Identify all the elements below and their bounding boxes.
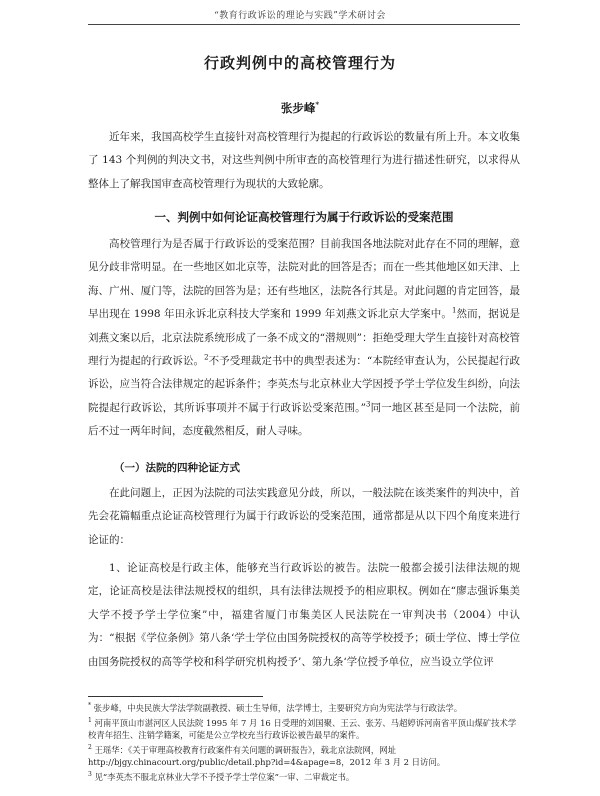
header-rule (88, 24, 520, 25)
paragraph-text: 不予受理裁定书中的典型表述为：“本院经审查认为，公民提起行政诉讼，应当符合法律规定的起诉条件；李英杰与北京林业大学因授予学士学位发生纠纷，向法院提起行政诉讼，其所诉事项并不属于行政诉讼受案范围。” (88, 355, 520, 414)
footnote-mark: * (88, 702, 91, 709)
footnote-ref-2: 2 (204, 353, 209, 362)
footnote-author (88, 700, 520, 714)
abstract-paragraph: 近年来，我国高校学生直接针对高校管理行为提起的行政诉讼的数量有所上升。本文收集了 143 个判例的判决文书，对这些判例中所审查的高校管理行为进行描述性研究，以求得从整体上了解我国审查高校管理行为现状的大致轮廓。 (88, 131, 520, 190)
running-header: “教育行政诉讼的理论与实践”学术研讨会 (214, 11, 386, 21)
footnotes (88, 700, 520, 785)
section1-paragraph-1 (88, 233, 520, 444)
section-heading-1: 一、判例中如何论证高校管理行为属于行政诉讼的受案范围 (154, 210, 454, 224)
footnote-ref-1: 1 (451, 306, 457, 315)
paper-title: 行政判例中的高校管理行为 (203, 54, 396, 72)
author-line (0, 100, 600, 116)
footnote-ref-3: 3 (365, 400, 371, 409)
paragraph-text: 同一地区甚至是同一个法院，前后不过一两年时间，态度截然相反，耐人寻味。 (88, 401, 520, 438)
footnote-3 (88, 769, 520, 783)
footnote-mark: 2 (88, 744, 92, 752)
subsection-heading-1: （一）法院的四种论证方式 (114, 462, 240, 474)
footnote-1 (88, 715, 520, 741)
footnote-text: 张步峰，中央民族大学法学院副教授、硕士生导师，法学博士，主要研究方向为宪法学与行政法学。 (93, 702, 463, 713)
footnote-text: 见“李英杰不服北京林业大学不予授予学士学位案”一审、二审裁定书。 (94, 772, 355, 783)
paragraph-text: 高校管理行为是否属于行政诉讼的受案范围？目前我国各地法院对此存在不同的理解，意见分歧非常明显。在一些地区如北京等，法院对此的回答是否；而在一些其他地区如天津、上海、广州、厦门等，法院的回答为是；还有些地区，法院各行其是。对此问题的肯定回答，最早出现在 1998 年田永诉北京科技大学案和 1999 年刘燕文诉北京大学案中。 (88, 238, 520, 321)
footnote-text: 王瑶华：《关于审理高校教育行政案件有关问题的调研报告》，载北京法院网，网址 http://bjgy.chinacourt.org/public/detail.php?id=4&apage=8，2012 年 3 月 2 日访问。 (88, 745, 446, 767)
paragraph-text: 然而，据说是刘燕文案以后，北京法院系统形成了一条不成文的“潜规则”：拒绝受理大学生直接针对高校管理行为提起的行政诉讼。 (88, 308, 520, 368)
subsection1-paragraph-2: 1、论证高校是行政主体，能够充当行政诉讼的被告。法院一般都会援引法律法规的规定，论证高校是法律法规授权的组织，具有法律法规授予的相应职权。例如在“廖志强诉集美大学不授予学士学位案”中，福建省厦门市集美区人民法院在一审判决书（2004）中认为：“根据《学位条例》第八条‘学士学位由国务院授权的高等学校授予；硕士学位、博士学位由国务院授权的高等学校和科学研究机构授予’、第九条‘学位授予单位，应当设立学位评 (88, 562, 520, 668)
footnote-text: 河南平顶山市湛河区人民法院 1995 年 7 月 16 日受理的刘国聚、王云、张芳、马超婷诉河南省平顶山煤矿技术学校青年招生、注销学籍案，可能是公立学校充当行政诉讼被告最早的案件。 (88, 718, 517, 740)
footnote-mark: 1 (88, 717, 92, 725)
author-footnote-mark: * (315, 100, 320, 110)
footnote-mark: 3 (88, 771, 92, 779)
footnote-2 (88, 742, 520, 768)
footnote-rule (88, 696, 263, 697)
author-name: 张步峰 (280, 101, 316, 115)
subsection1-paragraph-1: 在此问题上，正因为法院的司法实践意见分歧，所以，一般法院在该类案件的判决中，首先会花篇幅重点论证高校管理行为属于行政诉讼的受案范围，通常都是从以下四个角度来进行论证的： (88, 487, 520, 546)
